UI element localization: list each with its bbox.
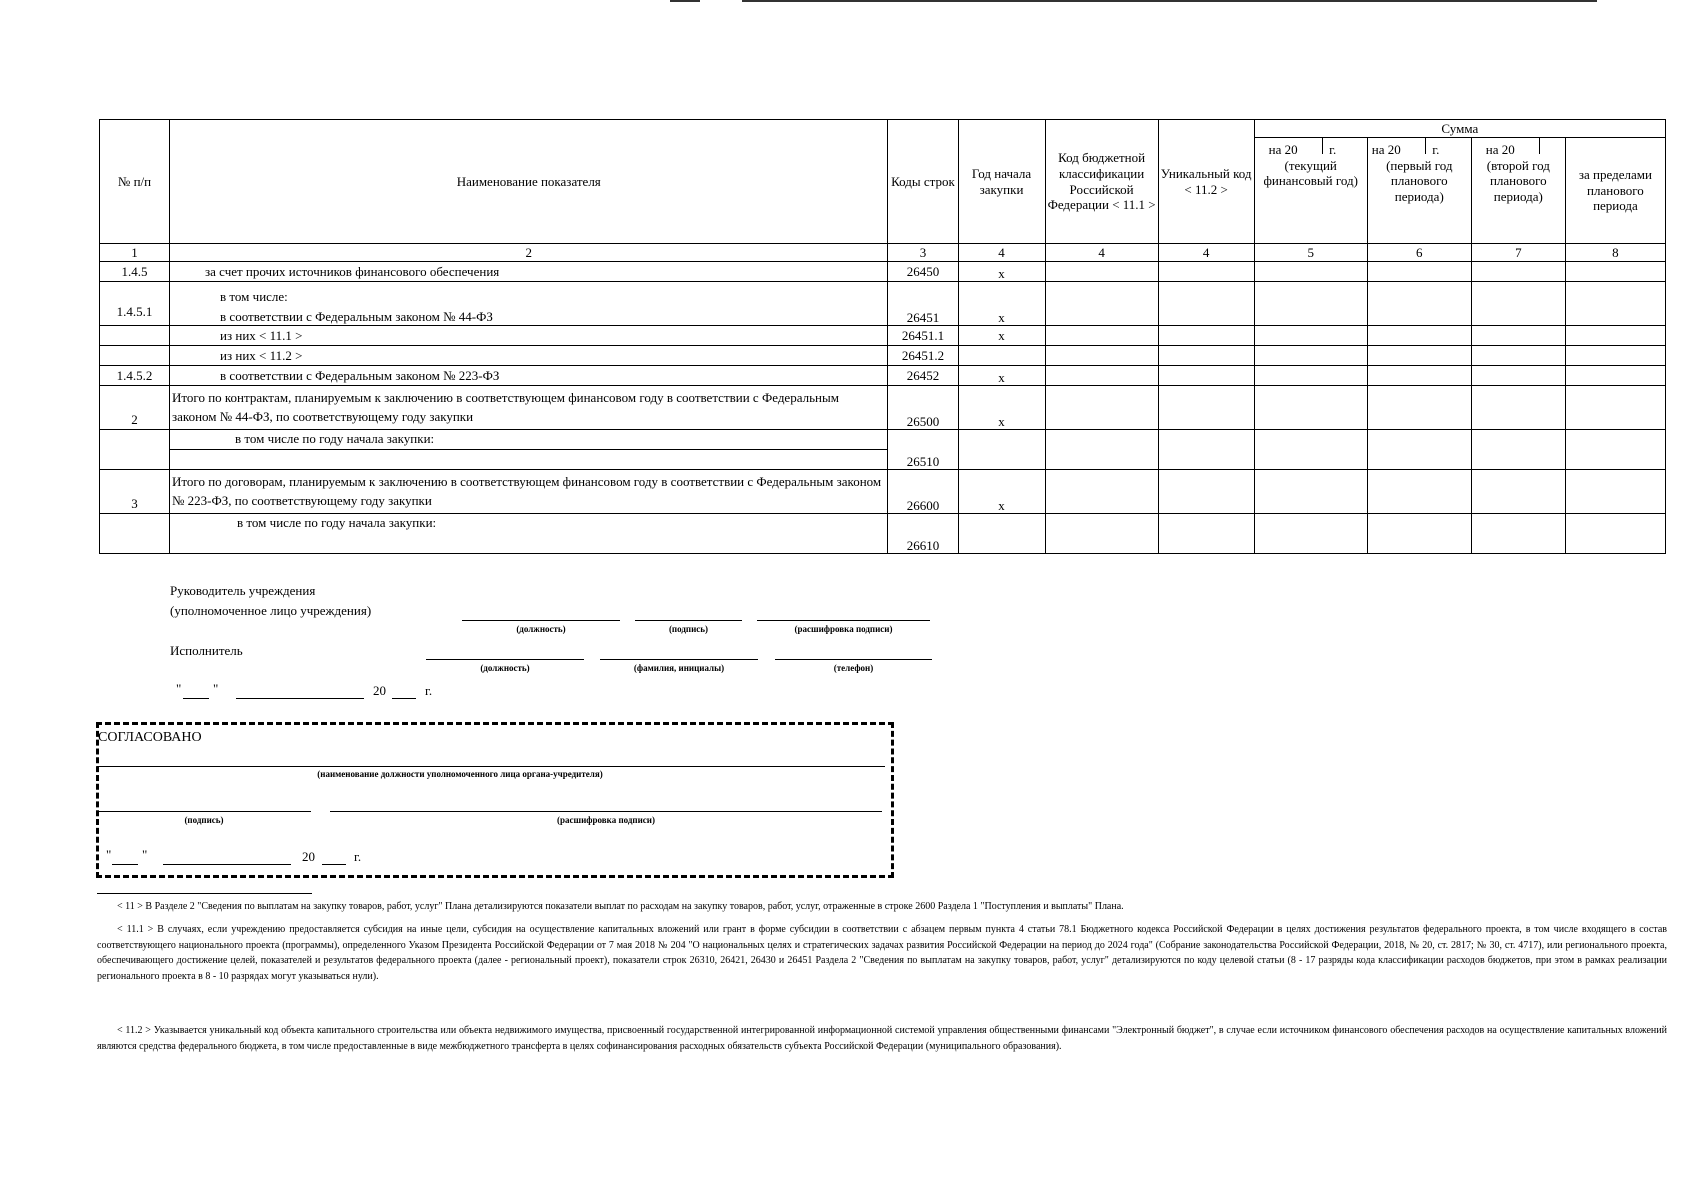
head-decoding-line — [757, 620, 930, 621]
cap-signature: (подпись) — [668, 624, 709, 634]
on20-label: на 20 — [1485, 142, 1515, 157]
top-scan-line-2 — [742, 0, 1597, 2]
table-row — [100, 282, 1666, 326]
row-code: 26452 — [888, 366, 958, 386]
colnum: 4 — [958, 244, 1045, 262]
executor-name-line — [600, 659, 758, 660]
row-num: 1.4.5.1 — [100, 282, 170, 326]
date-month-line — [236, 698, 364, 699]
row-x: х — [958, 386, 1045, 430]
table-row — [100, 470, 1666, 514]
row-name-cell — [170, 430, 888, 470]
row-code: 26451.2 — [888, 346, 958, 366]
row-code: 26450 — [888, 262, 958, 282]
header-first: (первый год планового периода) — [1367, 158, 1471, 244]
head-label: Руководитель учреждения — [170, 583, 316, 598]
approval-date-g: г. — [354, 849, 362, 864]
row-name: из них < 11.1 > — [170, 326, 888, 346]
approval-title: СОГЛАСОВАНО — [98, 730, 202, 745]
header-year-first — [1367, 138, 1471, 158]
row-code: 26610 — [888, 514, 958, 554]
table-row — [100, 262, 1666, 282]
header-current: (текущий финансовый год) — [1254, 158, 1367, 244]
approval-signature-line — [97, 811, 311, 812]
approval-date-quote-close: " — [142, 847, 148, 862]
row-x: х — [958, 282, 1045, 326]
row-code: 26500 — [888, 386, 958, 430]
footnote-separator — [97, 893, 312, 894]
date-quote-open: " — [176, 681, 182, 696]
footnote-11-2: < 11.2 > Указывается уникальный код объекта капитального строительства или объекта недвижимого имущества, присвоенный государственной интегрированной информационной системой управления общественными финансами "Электронный бюджет", в случае если источником финансового обеспечения расходов на осуществление капитальных вложений являются средства федерального бюджета, в том числе предоставленные в виде межбюджетного трансферта в целях софинансирования расходных обязательств субъекта Российской Федерации (муниципального образования). — [97, 1025, 1667, 1052]
colnum: 2 — [170, 244, 888, 262]
executor-phone-line — [775, 659, 932, 660]
row-name: Итого по договорам, планируемым к заключению в соответствующем финансовом году в соответствии с Федеральным законом № 223-ФЗ, по соответствующему году закупки — [170, 470, 888, 514]
g-label: г. — [1329, 142, 1337, 157]
colnum: 4 — [1045, 244, 1158, 262]
header-year-second — [1471, 138, 1565, 158]
row-name: за счет прочих источников финансового обеспечения — [170, 262, 888, 282]
table-row — [100, 326, 1666, 346]
g-label: г. — [1432, 142, 1440, 157]
row-x: х — [958, 470, 1045, 514]
header-sum: Сумма — [1254, 120, 1665, 138]
colnum: 7 — [1471, 244, 1565, 262]
table-row — [100, 430, 1666, 470]
colnum: 1 — [100, 244, 170, 262]
date-g: г. — [425, 683, 433, 698]
column-numbers-row — [100, 244, 1666, 262]
header-year-current — [1254, 138, 1367, 158]
on20-label: на 20 — [1268, 142, 1298, 157]
year-box — [1401, 138, 1426, 154]
head-signature-line — [635, 620, 742, 621]
footnote-11-1: < 11.1 > В случаях, если учреждению предоставляется субсидия на иные цели, субсидия на осуществление капитальных вложений или грант в форме субсидии в соответствии с абзацем первым пункта 4 статьи 78.1 Бюджетного кодекса Российской Федерации в целях достижения результатов федерального проекта, в том числе входящего в состав соответствующего национального проекта (программы), определенного Указом Президента Российской Федерации от 7 мая 2018 № 204 "О национальных целях и стратегических задачах развития Российской Федерации на период до 2024 года" (Собрание законодательства Российской Федерации, 2018, № 20, ст. 2817; № 30, ст. 4717), или регионального проекта, обеспечивающего достижение целей, показателей и результатов федерального проекта (далее - региональный проект), показатели строк 26310, 26421, 26430 и 26451 Раздела 2 "Сведения по выплатам на закупку товаров, работ, услуг" детализируются по коду целевой статьи (8 - 17 разряды кода классификации расходов бюджетов, при этом в рамках реализации регионального проекта в 8 - 10 разрядах могут указываться нули). — [97, 924, 1667, 982]
footnote-11: < 11 > В Разделе 2 "Сведения по выплатам на закупку товаров, работ, услуг" Плана детализируются показатели выплат по расходам на закупку товаров, работ, услуг, отраженные в строке 2600 Раздела 1 "Поступления и выплаты" Плана. — [117, 901, 1124, 912]
row-name: Итого по контрактам, планируемым к заключению в соответствующем финансовом году в соответствии с Федеральным законом № 44-ФЗ, по соответствующему году закупки — [170, 386, 888, 430]
header-year-start: Год начала закупки — [958, 120, 1045, 244]
date-20: 20 — [373, 683, 386, 698]
row-name: из них < 11.2 > — [170, 346, 888, 366]
row-code: 26451.1 — [888, 326, 958, 346]
row-name-b: в соответствии с Федеральным законом № 44-ФЗ — [220, 309, 493, 325]
table-row — [100, 366, 1666, 386]
row-x: х — [958, 366, 1045, 386]
header-second: (второй год планового периода) — [1471, 158, 1565, 244]
date-year-line — [392, 698, 416, 699]
approval-date-month-line — [163, 864, 291, 865]
table-row — [100, 386, 1666, 430]
row-x: х — [958, 262, 1045, 282]
header-codes: Коды строк — [888, 120, 958, 244]
colnum: 8 — [1565, 244, 1665, 262]
row-num: 3 — [100, 470, 170, 514]
approval-decoding-line — [330, 811, 882, 812]
approval-cap-decoding: (расшифровка подписи) — [557, 815, 655, 825]
row-name-cell — [170, 282, 888, 326]
header-kbk: Код бюджетной классификации Российской Федерации < 11.1 > — [1045, 120, 1158, 244]
approval-cap-position: (наименование должности уполномоченного лица органа-учредителя) — [317, 769, 603, 779]
row-num: 2 — [100, 386, 170, 430]
year-box — [1515, 138, 1540, 154]
cap-position: (должность) — [516, 624, 566, 634]
header-num: № п/п — [100, 120, 170, 244]
approval-position-line — [97, 766, 885, 767]
cap-position-2: (должность) — [480, 663, 530, 673]
row-name: в том числе по году начала закупки: — [170, 514, 888, 554]
year-box — [1298, 138, 1323, 154]
colnum: 6 — [1367, 244, 1471, 262]
approval-cap-signature: (подпись) — [184, 815, 224, 825]
row-code: 26510 — [888, 430, 958, 470]
executor-label: Исполнитель — [170, 643, 243, 658]
top-scan-line-1 — [670, 0, 700, 2]
head-label-2: (уполномоченное лицо учреждения) — [170, 603, 372, 618]
row-name: в том числе по году начала закупки: — [170, 430, 887, 450]
approval-date-20: 20 — [302, 849, 315, 864]
colnum: 5 — [1254, 244, 1367, 262]
table-row — [100, 514, 1666, 554]
date-quote-close: " — [213, 681, 219, 696]
table-row — [100, 346, 1666, 366]
approval-date-day-line — [112, 864, 138, 865]
approval-date-quote-open: " — [106, 847, 112, 862]
colnum: 4 — [1158, 244, 1254, 262]
row-num: 1.4.5.2 — [100, 366, 170, 386]
approval-box — [96, 722, 894, 878]
row-name-a: в том числе: — [220, 288, 288, 304]
row-name: в соответствии с Федеральным законом № 223-ФЗ — [170, 366, 888, 386]
header-unique-code: Уникальный код < 11.2 > — [1158, 120, 1254, 244]
approval-date-year-line — [322, 864, 346, 865]
executor-position-line — [426, 659, 584, 660]
row-code: 26451 — [888, 282, 958, 326]
row-x: х — [958, 326, 1045, 346]
on20-label: на 20 — [1371, 142, 1401, 157]
cap-name: (фамилия, инициалы) — [633, 663, 725, 673]
payments-table — [99, 119, 1666, 554]
header-name: Наименование показателя — [170, 120, 888, 244]
colnum: 3 — [888, 244, 958, 262]
cap-decoding: (расшифровка подписи) — [794, 624, 893, 634]
row-num: 1.4.5 — [100, 262, 170, 282]
head-position-line — [462, 620, 620, 621]
header-beyond: за пределами планового периода — [1565, 138, 1665, 244]
row-code: 26600 — [888, 470, 958, 514]
cap-phone: (телефон) — [833, 663, 874, 673]
date-day-line — [183, 698, 209, 699]
